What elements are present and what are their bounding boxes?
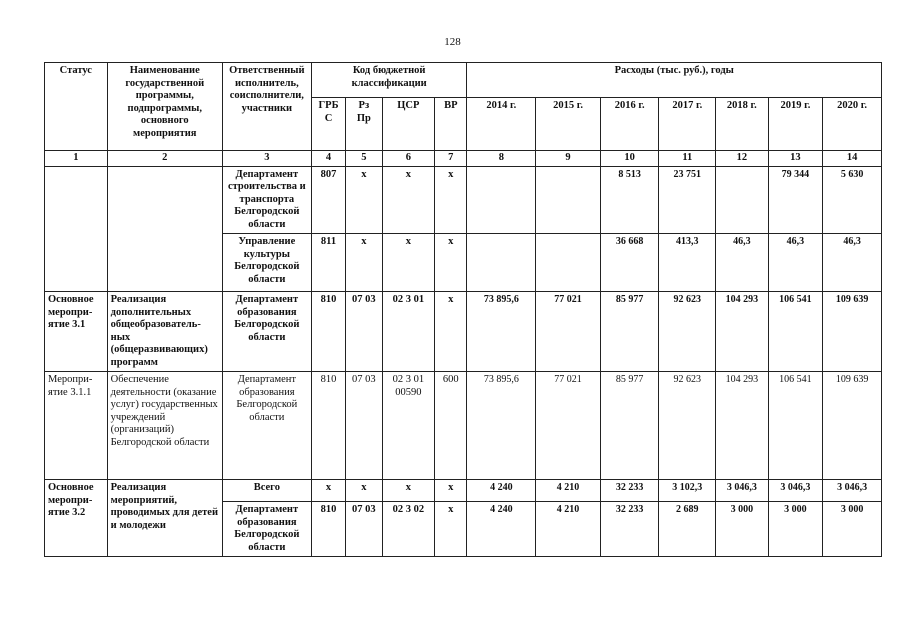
column-number: 1 <box>45 151 108 167</box>
budget-table <box>44 62 882 557</box>
value-cell: 4 210 <box>536 502 601 557</box>
value-cell: 32 233 <box>600 480 659 502</box>
vr-cell: х <box>435 234 467 292</box>
vr-cell: х <box>435 480 467 502</box>
value-cell: 32 233 <box>600 502 659 557</box>
value-cell: 109 639 <box>823 372 882 480</box>
column-number-row <box>45 151 882 167</box>
csr-cell: х <box>382 166 435 234</box>
name-cell: Обеспечение деятельности (оказание услуг) государственных учреждений (организаций) Белгородской области <box>107 372 222 480</box>
value-cell: 85 977 <box>600 372 659 480</box>
value-cell: 92 623 <box>659 292 716 372</box>
value-cell <box>536 234 601 292</box>
table-row <box>45 372 882 480</box>
header-year: 2019 г. <box>768 98 823 151</box>
value-cell <box>536 166 601 234</box>
column-number: 7 <box>435 151 467 167</box>
rz-cell: 07 03 <box>346 502 382 557</box>
value-cell: 23 751 <box>659 166 716 234</box>
value-cell: 8 513 <box>600 166 659 234</box>
value-cell: 73 895,6 <box>467 372 536 480</box>
csr-cell: 02 3 02 <box>382 502 435 557</box>
value-cell: 3 000 <box>823 502 882 557</box>
csr-cell: х <box>382 480 435 502</box>
csr-cell: 02 3 01 <box>382 292 435 372</box>
status-cell: Основное меропри-ятие 3.2 <box>45 480 108 557</box>
value-cell: 3 046,3 <box>768 480 823 502</box>
value-cell: 4 210 <box>536 480 601 502</box>
value-cell: 106 541 <box>768 372 823 480</box>
header-vr: ВР <box>435 98 467 151</box>
vr-cell: х <box>435 292 467 372</box>
header-row-1 <box>45 63 882 98</box>
grbs-cell: 807 <box>311 166 345 234</box>
header-name: Наименование государственной программы, подпрограммы, основного мероприятия <box>107 63 222 151</box>
column-number: 12 <box>716 151 769 167</box>
column-number: 9 <box>536 151 601 167</box>
header-year: 2020 г. <box>823 98 882 151</box>
value-cell: 2 689 <box>659 502 716 557</box>
vr-cell: х <box>435 502 467 557</box>
value-cell: 46,3 <box>716 234 769 292</box>
responsible-cell: Департамент образования Белгородской области <box>222 502 311 557</box>
header-responsible: Ответственный исполнитель, соисполнители, участники <box>222 63 311 151</box>
header-year: 2016 г. <box>600 98 659 151</box>
value-cell <box>467 166 536 234</box>
responsible-cell: Управление культуры Белгородской области <box>222 234 311 292</box>
value-cell: 46,3 <box>768 234 823 292</box>
rz-cell: х <box>346 166 382 234</box>
csr-cell: 02 3 01 00590 <box>382 372 435 480</box>
status-cell <box>45 166 108 292</box>
column-number: 3 <box>222 151 311 167</box>
responsible-cell: Всего <box>222 480 311 502</box>
vr-cell: 600 <box>435 372 467 480</box>
value-cell: 109 639 <box>823 292 882 372</box>
value-cell <box>716 166 769 234</box>
status-cell: Основное меропри-ятие 3.1 <box>45 292 108 372</box>
value-cell: 3 102,3 <box>659 480 716 502</box>
value-cell: 36 668 <box>600 234 659 292</box>
column-number: 8 <box>467 151 536 167</box>
grbs-cell: 811 <box>311 234 345 292</box>
header-csr: ЦСР <box>382 98 435 151</box>
value-cell: 3 000 <box>716 502 769 557</box>
value-cell: 77 021 <box>536 292 601 372</box>
name-cell: Реализация мероприятий, проводимых для детей и молодежи <box>107 480 222 557</box>
value-cell: 5 630 <box>823 166 882 234</box>
value-cell: 104 293 <box>716 372 769 480</box>
table-row <box>45 166 882 234</box>
header-year: 2014 г. <box>467 98 536 151</box>
column-number: 14 <box>823 151 882 167</box>
column-number: 10 <box>600 151 659 167</box>
rz-cell: 07 03 <box>346 292 382 372</box>
column-number: 4 <box>311 151 345 167</box>
value-cell <box>467 234 536 292</box>
header-year: 2018 г. <box>716 98 769 151</box>
name-cell: Реализация дополнительных общеобразователь-ных (общеразвивающих) программ <box>107 292 222 372</box>
column-number: 13 <box>768 151 823 167</box>
value-cell: 104 293 <box>716 292 769 372</box>
value-cell: 46,3 <box>823 234 882 292</box>
table-row <box>45 480 882 502</box>
value-cell: 4 240 <box>467 480 536 502</box>
responsible-cell: Департамент образования Белгородской области <box>222 292 311 372</box>
header-rz: Рз Пр <box>346 98 382 151</box>
value-cell: 92 623 <box>659 372 716 480</box>
grbs-cell: 810 <box>311 502 345 557</box>
grbs-cell: х <box>311 480 345 502</box>
responsible-cell: Департамент строительства и транспорта Белгородской области <box>222 166 311 234</box>
rz-cell: х <box>346 234 382 292</box>
header-grbs: ГРБ С <box>311 98 345 151</box>
column-number: 5 <box>346 151 382 167</box>
column-number: 6 <box>382 151 435 167</box>
grbs-cell: 810 <box>311 292 345 372</box>
column-number: 2 <box>107 151 222 167</box>
status-cell: Меропри-ятие 3.1.1 <box>45 372 108 480</box>
value-cell: 79 344 <box>768 166 823 234</box>
vr-cell: х <box>435 166 467 234</box>
value-cell: 413,3 <box>659 234 716 292</box>
csr-cell: х <box>382 234 435 292</box>
value-cell: 73 895,6 <box>467 292 536 372</box>
value-cell: 3 046,3 <box>716 480 769 502</box>
value-cell: 3 000 <box>768 502 823 557</box>
table-row <box>45 292 882 372</box>
grbs-cell: 810 <box>311 372 345 480</box>
value-cell: 85 977 <box>600 292 659 372</box>
header-year: 2015 г. <box>536 98 601 151</box>
value-cell: 4 240 <box>467 502 536 557</box>
header-expenses: Расходы (тыс. руб.), годы <box>467 63 882 98</box>
name-cell <box>107 166 222 292</box>
value-cell: 106 541 <box>768 292 823 372</box>
header-year: 2017 г. <box>659 98 716 151</box>
column-number: 11 <box>659 151 716 167</box>
header-status: Статус <box>45 63 108 151</box>
value-cell: 77 021 <box>536 372 601 480</box>
header-budget-code: Код бюджетной классификации <box>311 63 467 98</box>
rz-cell: 07 03 <box>346 372 382 480</box>
value-cell: 3 046,3 <box>823 480 882 502</box>
responsible-cell: Департамент образования Белгородской области <box>222 372 311 480</box>
page-number: 128 <box>444 36 461 48</box>
rz-cell: х <box>346 480 382 502</box>
